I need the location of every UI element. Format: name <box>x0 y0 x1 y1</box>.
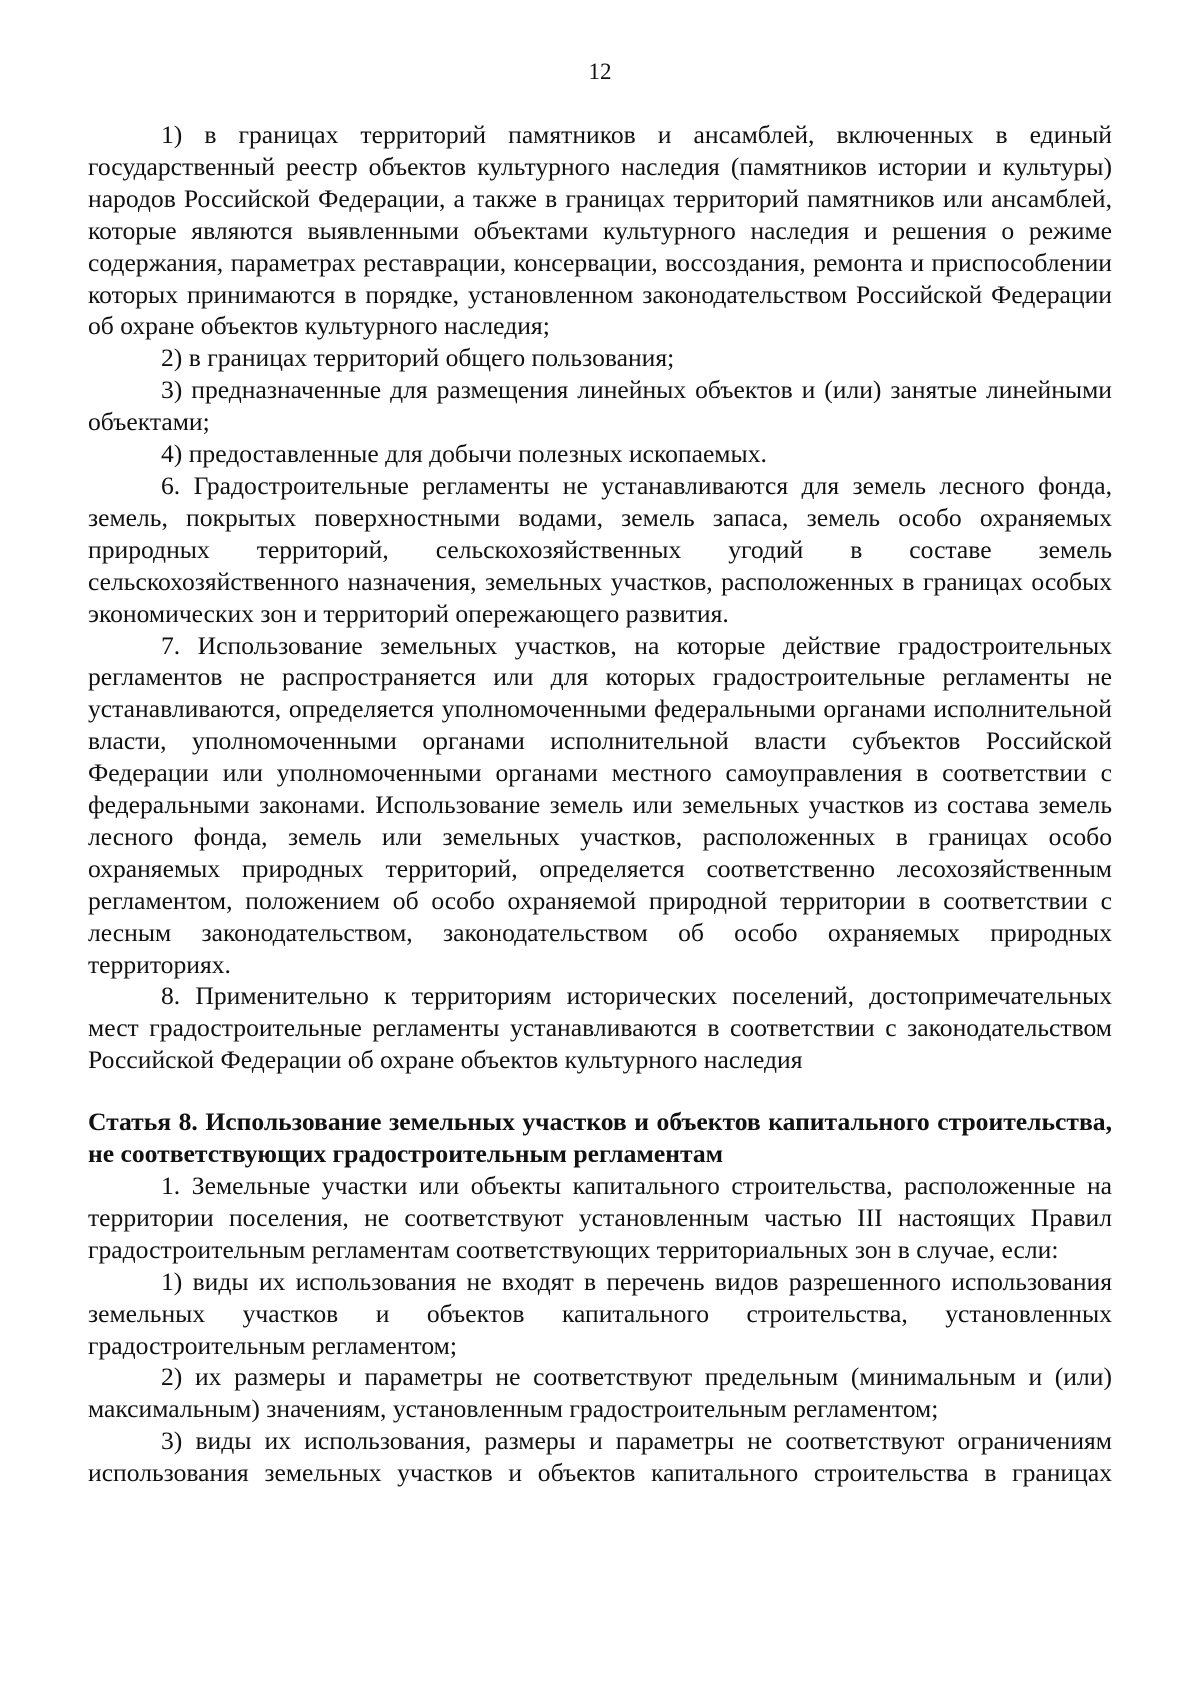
article-8-subitem-1: 1) виды их использования не входят в перечень видов разрешенного использования земельных участков и объектов капитального строительства, установленных градостроительным регламентом; <box>88 1266 1112 1360</box>
paragraph-clause-7: 7. Использование земельных участков, на которые действие градостроительных регламентов не распространяется или для которых градостроительные регламенты не устанавливаются, определяется уполномоченными федеральными органами исполнительной власти, уполномоченными органами исполнительной власти субъектов Российской Федерации или уполномоченными органами местного самоуправления в соответствии с федеральными законами. Использование земель или земельных участков из состава земель лесного фонда, земель или земельных участков, расположенных в границах особо охраняемых природных территорий, определяется соответственно лесохозяйственным регламентом, положением об особо охраняемой природной территории в соответствии с лесным законодательством, законодательством об особо охраняемых природных территориях. <box>88 630 1112 979</box>
article-8-subitem-2: 2) их размеры и параметры не соответствуют предельным (минимальным и (или) максимальным) значениям, установленным градостроительным регламентом; <box>88 1362 1112 1424</box>
article-8-heading: Статья 8. Использование земельных участков и объектов капитального строительства, не соответствующих градостроительным регламентам <box>88 1107 1112 1169</box>
article-8-paragraph-1: 1. Земельные участки или объекты капитального строительства, расположенные на территории поселения, не соответствуют установленным частью III настоящих Правил градостроительным регламентам соответствующих территориальных зон в случае, если: <box>88 1171 1112 1264</box>
section-spacer <box>88 1076 1112 1106</box>
paragraph-clause-8: 8. Применительно к территориям исторических поселений, достопримечательных мест градостроительные регламенты устанавливаются в соответствии с законодательством Российской Федерации об охране объектов культурного наследия <box>88 981 1112 1075</box>
page-number: 12 <box>588 59 612 84</box>
paragraph-clause-6: 6. Градостроительные регламенты не устанавливаются для земель лесного фонда, земель, покрытых поверхностными водами, земель запаса, земель особо охраняемых природных территорий, сельскохозяйственных угодий в составе земель сельскохозяйственного назначения, земельных участков, расположенных в границах особых экономических зон и территорий опережающего развития. <box>88 470 1112 628</box>
paragraph-item-4-mineral-extraction: 4) предоставленные для добычи полезных ископаемых. <box>161 439 767 469</box>
document-body <box>88 119 1112 1489</box>
paragraph-item-1-cultural-heritage: 1) в границах территорий памятников и ансамблей, включенных в единый государственный реестр объектов культурного наследия (памятников истории и культуры) народов Российской Федерации, а также в границах территорий памятников или ансамблей, которые являются выявленными объектами культурного наследия и решения о режиме содержания, параметрах реставрации, консервации, воссоздания, ремонта и приспособлении которых принимаются в порядке, установленном законодательством Российской Федерации об охране объектов культурного наследия; <box>88 120 1112 341</box>
paragraph-item-2-public-use: 2) в границах территорий общего пользования; <box>161 343 675 373</box>
paragraph-item-3-linear-objects: 3) предназначенные для размещения линейных объектов и (или) занятые линейными объектами; <box>88 375 1112 437</box>
article-8-subitem-3: 3) виды их использования, размеры и параметры не соответствуют ограничениям использования земельных участков и объектов капитального строительства в границах <box>88 1426 1112 1488</box>
